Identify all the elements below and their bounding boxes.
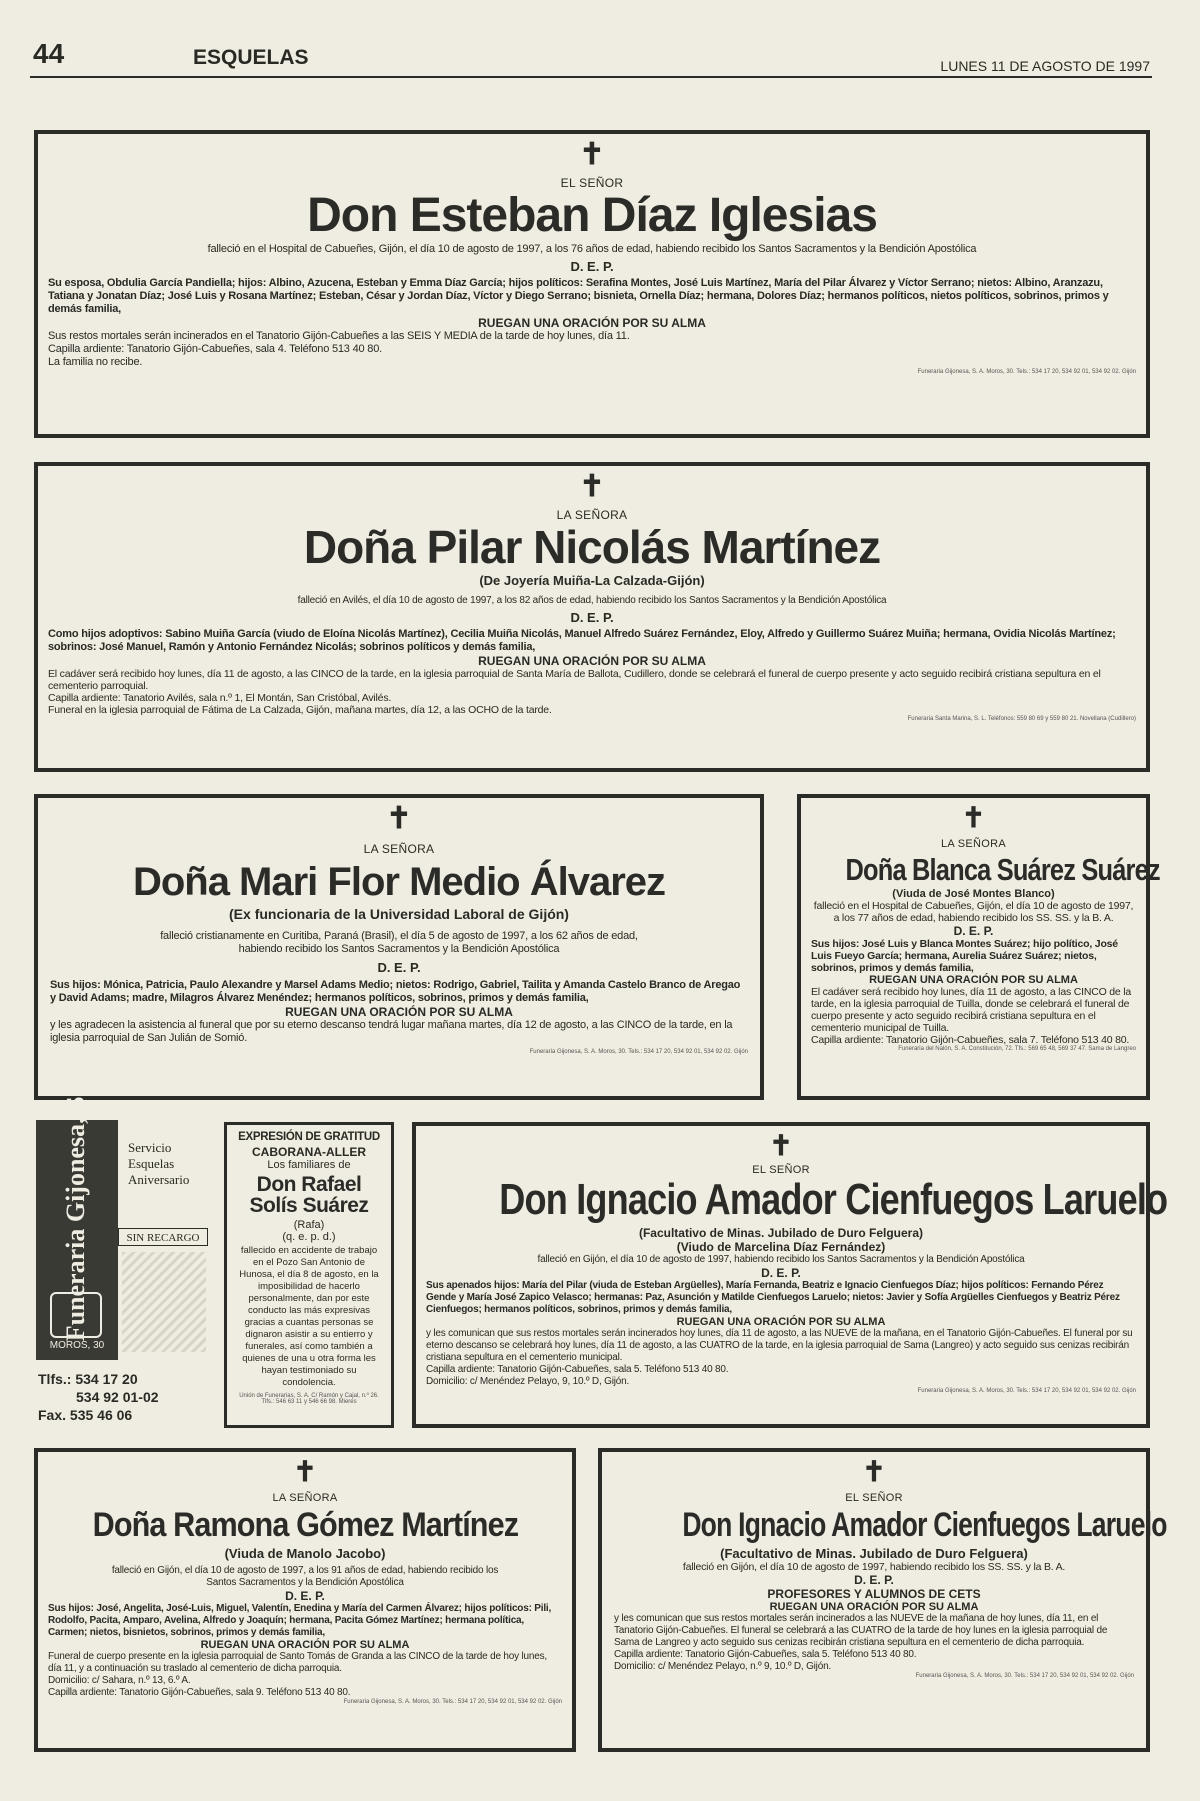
cross-icon: ✝ <box>961 801 986 834</box>
gratitude-notice <box>224 1122 394 1428</box>
detail-line: Domicilio: c/ Menéndez Pelayo, n.º 9, 10.º D, Gijón. <box>614 1661 832 1672</box>
dep: D. E. P. <box>285 1589 325 1603</box>
detail-line: Funeral en la iglesia parroquial de Fátima de La Calzada, Gijón, mañana martes, día 12, a las OCHO de la tarde. <box>48 704 552 716</box>
cross-icon: ✝ <box>386 801 412 836</box>
obituary-mari-flor-medio <box>34 794 764 1100</box>
deceased-name: Doña Mari Flor Medio Álvarez <box>132 860 666 904</box>
family-list: Sus hijos: Mónica, Patricia, Paulo Alexandre y Marsel Adams Medio; nietos: Rodrigo, Gabriel, Tailita y Amanda Castelo Branco de Aregao y David Adams; madre, Milagros Álvarez Menéndez; hermanos políticos, sobrinos, primos y demás familia, <box>50 979 741 1004</box>
page-number: 44 <box>33 38 65 69</box>
dep: D. E. P. <box>570 610 614 625</box>
detail-line: Sus restos mortales serán incinerados en el Tanatorio Gijón-Cabueñes a las SEIS Y MEDIA de la tarde de hoy lunes, día 11. <box>48 330 630 342</box>
obituary-ignacio-cienfuegos <box>412 1122 1168 1428</box>
page-date: LUNES 11 DE AGOSTO DE 1997 <box>940 58 1150 74</box>
funeral-home-footer: Funeraria Gijonesa, S. A. Moros, 30. Tels.: 534 17 20, 534 92 01, 534 92 02. Gijón <box>915 1673 1134 1679</box>
prayer-request: RUEGAN UNA ORACIÓN POR SU ALMA <box>200 1639 410 1651</box>
funeral-home-footer: Unión de Funerarias, S. A. C/ Ramón y Cajal, n.º 26. Tlfs.: 546 63 11 y 546 66 98. Mieres <box>239 1393 379 1405</box>
detail-line: Domicilio: c/ Sahara, n.º 13, 6.º A. <box>48 1675 191 1686</box>
brand-name: Funeraria Gijonesa, S.A. <box>61 1064 90 1342</box>
funeral-home-footer: Funeraria Gijonesa, S. A. Moros, 30. Tels.: 534 17 20, 534 92 01, 534 92 02. Gijón <box>917 369 1136 375</box>
funeral-home-footer: Funeraria del Nalón, S. A. Constitución, 72. Tfs.: 569 65 48, 569 37 47. Sama de Langreo <box>898 1046 1136 1052</box>
service-item: Esquelas <box>128 1156 175 1171</box>
detail-line: y les comunican que sus restos mortales serán incinerados a las NUEVE de la mañana de hoy lunes, día 11, en el Tanatorio Gijón-Cabueñes. El funeral se celebrará a las CUATRO de la tarde de hoy lunes en la iglesia parroquial de Sama de Langreo y acto seguido sus cenizas recibirán cristiana sepultura en el cementerio de dicha parroquia. <box>614 1613 1108 1648</box>
funeral-home-footer: Funeraria Gijonesa, S. A. Moros, 30. Tels.: 534 17 20, 534 92 01, 534 92 02. Gijón <box>529 1049 748 1055</box>
funeral-home-footer: Funeraria Gijonesa, S. A. Moros, 30. Tels.: 534 17 20, 534 92 01, 534 92 02. Gijón <box>343 1699 562 1705</box>
prayer-request: RUEGAN UNA ORACIÓN POR SU ALMA <box>676 1316 886 1328</box>
deceased-name: Don Esteban Díaz Iglesias <box>307 189 877 242</box>
prefix: LA SEÑORA <box>556 508 628 522</box>
service-item: Aniversario <box>128 1172 190 1187</box>
group-name: PROFESORES Y ALUMNOS DE CETS <box>767 1587 981 1601</box>
death-notice: falleció cristianamente en Curitiba, Paraná (Brasil), el día 5 de agosto de 1997, a los 62 años de edad, habiendo recibido los Santos Sacramentos y la Bendición Apostólica <box>160 930 638 955</box>
death-notice: falleció en Gijón, el día 10 de agosto de 1997, habiendo recibido los Santos Sacramentos y la Bendición Apostólica <box>537 1254 1025 1265</box>
subtitle: (Facultativo de Minas. Jubilado de Duro Felguera) <box>720 1546 1028 1561</box>
death-notice: falleció en Gijón, el día 10 de agosto de 1997, a los 91 años de edad, habiendo recibido los Santos Sacramentos y la Bendición Apostólica <box>111 1565 499 1588</box>
obituary-ramona-gomez <box>34 1448 576 1752</box>
phone-line: 534 92 01-02 <box>76 1389 159 1405</box>
family-list: Sus apenados hijos: María del Pilar (viuda de Esteban Argüelles), María Fernanda, Beatriz e Ignacio Cienfuegos Díaz; hijos políticos: Fernando Pérez Gende y María José Zapico Velasco; hermanas: Paz, Asunción y Matilde Cienfuegos Laruelo; nietos: Javier y Sofía Argüelles Cienfuegos y Beatriz Pérez Cienfuegos; hermanos políticos, sobrinos, primos y demás familia, <box>426 1280 1120 1315</box>
family-list: Sus hijos: José, Angelita, José-Luis, Miguel, Valentín, Enedina y María del Carmen Álvarez; hijos políticos: Pili, Rodolfo, Pacita, Amparo, Avelina, Alfredo y Joaquín; hermana, Pacita Gómez Martínez; hermana política, Carmen; nietos, bisnietos, sobrinos, primos y demás familia, <box>48 1603 552 1638</box>
detail-line: El cadáver será recibido hoy lunes, día 11 de agosto, a las CINCO de la tarde, en la iglesia parroquial de Santa María de Ballota, Cudillero, donde se celebrará el funeral de cuerpo presente y acto seguido recibirá cristiana sepultura en el cementerio parroquial. <box>48 668 1101 692</box>
detail-line: y les agradecen la asistencia al funeral que por su eterno descanso tendrá lugar mañana martes, día 12 de agosto, a las CINCO de la tarde, en la iglesia parroquial de San Julián de Somió. <box>50 1019 733 1044</box>
cross-icon: ✝ <box>769 1129 793 1162</box>
deceased-name: Don Rafael Solís Suárez <box>249 1173 369 1217</box>
obituary-esteban-diaz <box>34 130 1150 438</box>
obituary-ignacio-cienfuegos-cets <box>598 1448 1167 1752</box>
detail-line: El cadáver será recibido hoy lunes, día 11 de agosto, a las CINCO de la tarde, en la iglesia parroquial de Tuilla, donde se celebrará el funeral de cuerpo presente y acto seguido recibirá cristiana sepultura en el cementerio municipal de Tuilla. <box>811 986 1132 1034</box>
prefix: LA SEÑORA <box>363 842 435 856</box>
dep: D. E. P. <box>953 924 994 938</box>
death-notice: falleció en Gijón, el día 10 de agosto de 1997, habiendo recibido los SS. SS. y la B. A. <box>682 1561 1066 1573</box>
rip: (q. e. p. d.) <box>282 1231 336 1243</box>
detail-line: Capilla ardiente: Tanatorio Gijón-Cabueñes, sala 5. Teléfono 513 40 80. <box>614 1649 917 1660</box>
prefix: LA SEÑORA <box>940 838 1007 850</box>
nickname: (Rafa) <box>293 1219 325 1231</box>
death-notice: falleció en el Hospital de Cabueñes, Gijón, el día 10 de agosto de 1997, a los 76 años de edad, habiendo recibido los Santos Sacramentos y la Bendición Apostólica <box>207 243 977 255</box>
detail-line: Funeral de cuerpo presente en la iglesia parroquial de Santo Tomás de Granda a las CINCO de la tarde de hoy lunes, día 11, y a continuación su traslado al cementerio de dicha parroquia. <box>48 1651 547 1674</box>
family-list: Como hijos adoptivos: Sabino Muiña García (viudo de Eloína Nicolás Martínez), Cecilia Muiña Nicolás, Manuel Alfredo Suárez Fernández, Eloy, Alfredo y Guillermo Suárez Muiña; hermana, Ovidia Nicolás Martínez; sobrinos: José Manuel, Ramón y Antonio Fernández Nicolás; sobrinos políticos y demás familia, <box>48 628 1116 653</box>
prayer-request: RUEGAN UNA ORACIÓN POR SU ALMA <box>478 654 706 668</box>
prayer-request: RUEGAN UNA ORACIÓN POR SU ALMA <box>478 316 706 330</box>
detail-line: La familia no recibe. <box>48 356 143 368</box>
company: CABORANA-ALLER <box>252 1145 366 1159</box>
dep: D. E. P. <box>377 960 421 975</box>
death-notice: falleció en Avilés, el día 10 de agosto de 1997, a los 82 años de edad, habiendo recibido los Santos Sacramentos y la Bendición Apostólica <box>297 595 887 606</box>
detail-line: y les comunican que sus restos mortales serán incinerados hoy lunes, día 11 de agosto, a las NUEVE de la mañana, en el Tanatorio Gijón-Cabueñes. El funeral por su eterno descanso se celebrará hoy lunes, día 11 de agosto, a las CUATRO de la tarde, en la iglesia parroquial de Sama (Langreo) y acto seguido sus cenizas recibirán cristiana sepultura en el cementerio municipal. <box>426 1328 1133 1363</box>
cross-icon: ✝ <box>293 1455 317 1488</box>
dep: D. E. P. <box>854 1573 894 1587</box>
subtitle: (Viuda de Manolo Jacobo) <box>224 1546 386 1561</box>
subtitle: (De Joyería Muiña-La Calzada-Gijón) <box>479 573 705 588</box>
sin-recargo-label: SIN RECARGO <box>118 1228 208 1246</box>
decorative-illustration <box>122 1252 206 1352</box>
funeraria-gijonesa-ad <box>36 1064 208 1430</box>
prayer-request: RUEGAN UNA ORACIÓN POR SU ALMA <box>285 1005 513 1019</box>
family-list: Sus hijos: José Luis y Blanca Montes Suárez; hijo político, José Luis Fueyo García; hermana, Aurelia Suárez Suárez; nietos, sobrinos, primos y demás familia, <box>811 938 1118 974</box>
detail-line: Capilla ardiente: Tanatorio Gijón-Cabueñes, sala 7. Teléfono 513 40 80. <box>811 1034 1130 1046</box>
detail-line: Capilla ardiente: Tanatorio Gijón-Cabueñes, sala 4. Teléfono 513 40 80. <box>48 343 382 355</box>
fax-line: Fax. 535 46 06 <box>38 1407 133 1423</box>
deceased-name: Doña Pilar Nicolás Martínez <box>303 521 881 573</box>
detail-line: Capilla ardiente: Tanatorio Avilés, sala n.º 1, El Montán, San Cristóbal, Avilés. <box>48 692 392 704</box>
subtitle: (Viuda de José Montes Blanco) <box>892 888 1055 900</box>
prayer-request: RUEGAN UNA ORACIÓN POR SU ALMA <box>769 1601 979 1613</box>
cross-icon: ✝ <box>579 469 605 504</box>
dep: D. E. P. <box>761 1266 801 1280</box>
prefix: EL SEÑOR <box>752 1164 810 1176</box>
intro: Los familiares de <box>267 1159 351 1171</box>
funeral-home-footer: Funeraria Gijonesa, S. A. Moros, 30. Tels.: 534 17 20, 534 92 01, 534 92 02. Gijón <box>917 1388 1136 1394</box>
prayer-request: RUEGAN UNA ORACIÓN POR SU ALMA <box>869 974 1078 986</box>
deceased-name: Don Ignacio Amador Cienfuegos Laruelo <box>499 1175 1168 1224</box>
family-list: Su esposa, Obdulia García Pandiella; hijos: Albino, Azucena, Esteban y Emma Díaz García; hijos políticos: Serafina Montes, José Luis Martínez, María del Pilar Álvarez y Víctor Serrano; nietos: Albino, Aranzazu, Tatiana y Jonatan Díaz; José Luis y Rosana Martínez; Esteban, César y Jordan Díaz, Víctor y Diego Serrano; bisnieta, Ornella Díaz; hermana, Dolores Díaz; hermanos políticos, nietos políticos, sobrinos, primos y demás familia, <box>48 277 1109 315</box>
funeral-home-footer: Funeraria Santa Marina, S. L. Teléfonos: 559 80 69 y 559 80 21. Novellana (Cudillero) <box>907 716 1136 722</box>
dep: D. E. P. <box>570 259 614 274</box>
obituary-pilar-nicolas <box>34 462 1150 772</box>
service-item: Servicio <box>128 1140 172 1155</box>
prefix: EL SEÑOR <box>845 1492 903 1504</box>
cross-icon: ✝ <box>862 1455 886 1488</box>
prefix: LA SEÑORA <box>272 1492 338 1504</box>
deceased-name: Doña Ramona Gómez Martínez <box>92 1506 518 1544</box>
detail-line: Capilla ardiente: Tanatorio Gijón-Cabueñes, sala 9. Teléfono 513 40 80. <box>48 1687 351 1698</box>
detail-line: Domicilio: c/ Menéndez Pelayo, 9, 10.º D, Gijón. <box>426 1376 630 1387</box>
address: MOROS, 30 <box>49 1340 105 1351</box>
obituary-blanca-suarez <box>797 794 1160 1100</box>
header-rule <box>30 76 1152 78</box>
cross-icon: ✝ <box>579 137 605 172</box>
coat-of-arms-icon <box>50 1292 102 1338</box>
prefix: EL SEÑOR <box>560 176 624 190</box>
deceased-name: Doña Blanca Suárez Suárez <box>845 852 1160 887</box>
subtitle: (Viudo de Marcelina Díaz Fernández) <box>676 1240 886 1254</box>
detail-line: Capilla ardiente: Tanatorio Gijón-Cabueñes, sala 5. Teléfono 513 40 80. <box>426 1364 729 1375</box>
gratitude-title: EXPRESIÓN DE GRATITUD <box>238 1131 380 1143</box>
subtitle: (Facultativo de Minas. Jubilado de Duro Felguera) <box>638 1226 924 1240</box>
subtitle: (Ex funcionaria de la Universidad Laboral de Gijón) <box>229 906 569 922</box>
deceased-name: Don Ignacio Amador Cienfuegos Laruelo <box>682 1506 1167 1544</box>
gratitude-text: fallecido en accidente de trabajo en el Pozo San Antonio de Hunosa, el día 8 de agosto, en la imposibilidad de hacerlo personalmente, dan por este conducto las más expresivas gracias a cuantas personas se dignaron asistir a su entierro y funerales, así como también a quienes de una u otra forma les hayan testimoniado su condolencia. <box>239 1245 379 1388</box>
phone-line: Tlfs.: 534 17 20 <box>38 1371 138 1387</box>
death-notice: falleció en el Hospital de Cabueñes, Gijón, el día 10 de agosto de 1997, a los 77 años de edad, habiendo recibido los SS. SS. y la B. A. <box>813 900 1134 924</box>
section-title: ESQUELAS <box>193 46 309 69</box>
